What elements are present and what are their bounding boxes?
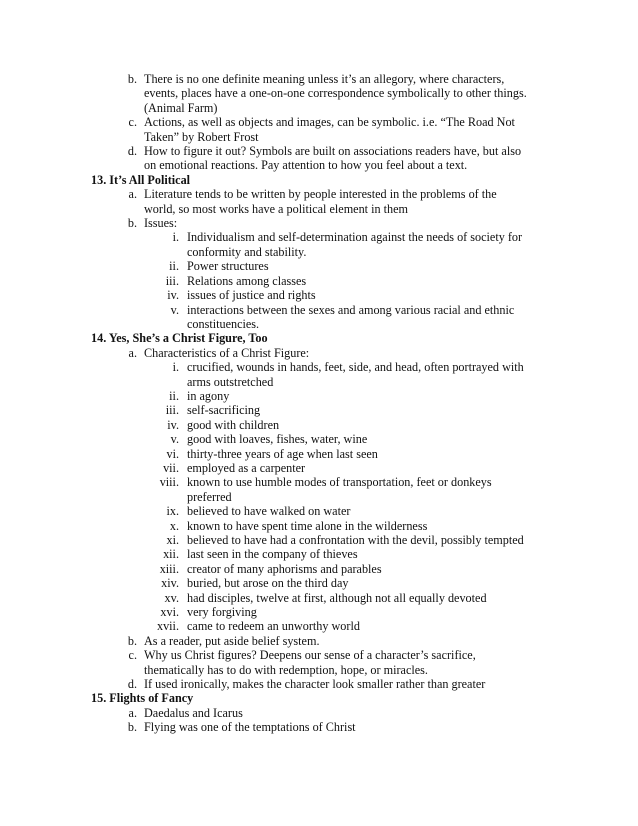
item-text-line: known to use humble modes of transportation, feet or donkeys — [187, 475, 492, 490]
list-item — [91, 115, 561, 144]
item-text-line: employed as a carpenter — [187, 460, 306, 475]
item-label: c. — [128, 648, 137, 663]
list-item — [91, 447, 561, 461]
item-text-line: Taken” by Robert Frost — [144, 129, 259, 144]
item-label: xvii. — [156, 619, 179, 634]
list-item — [91, 461, 561, 475]
item-label: xiv. — [161, 576, 179, 591]
item-text-line: constituencies. — [187, 316, 260, 331]
item-label: d. — [127, 677, 137, 692]
item-label: a. — [128, 187, 137, 202]
list-item — [91, 230, 561, 259]
item-text-line: (Animal Farm) — [144, 100, 218, 115]
list-item — [91, 187, 561, 216]
item-text-line: thirty-three years of age when last seen — [187, 446, 378, 461]
item-label: ii. — [169, 388, 179, 403]
item-text-line: interactions between the sexes and among various racial and ethnic — [187, 302, 515, 317]
item-text-line: world, so most works have a political element in them — [144, 201, 409, 216]
list-item — [91, 216, 561, 230]
list-item — [91, 288, 561, 302]
issues-list — [91, 230, 561, 331]
item-text-line: buried, but arose on the third day — [187, 576, 349, 591]
item-text-line: Issues: — [144, 216, 178, 231]
item-text-line: came to redeem an unworthy world — [187, 619, 360, 634]
flights-list — [91, 706, 561, 735]
list-item — [91, 677, 561, 691]
item-text-line: creator of many aphorisms and parables — [187, 561, 382, 576]
section-heading: 15. Flights of Fancy — [91, 691, 194, 706]
item-label: xv. — [164, 590, 179, 605]
item-text-line: Actions, as well as objects and images, can be symbolic. i.e. “The Road Not — [144, 115, 515, 130]
list-item — [91, 706, 561, 720]
list-item — [91, 72, 561, 115]
item-text-line: in agony — [187, 388, 230, 403]
item-label: iii. — [165, 403, 179, 418]
list-item — [91, 591, 561, 605]
item-text-line: crucified, wounds in hands, feet, side, and head, often portrayed with — [187, 360, 524, 375]
list-item — [91, 547, 561, 561]
item-label: xvi. — [160, 605, 179, 620]
item-text-line: had disciples, twelve at first, although not all equally devoted — [187, 590, 487, 605]
item-label: b. — [127, 216, 137, 231]
item-text-line: Daedalus and Icarus — [144, 705, 243, 720]
item-label: vii. — [163, 460, 179, 475]
item-label: iii. — [165, 273, 179, 288]
item-text-line: How to figure it out? Symbols are built on associations readers have, but also — [144, 144, 522, 159]
list-item — [91, 504, 561, 518]
item-label: iv. — [167, 417, 179, 432]
item-text-line: Individualism and self-determination against the needs of society for — [187, 230, 523, 245]
list-item — [91, 432, 561, 446]
list-item — [91, 418, 561, 432]
item-label: xi. — [166, 533, 179, 547]
item-label: b. — [127, 72, 137, 86]
item-text-line: Why us Christ figures? Deepens our sense of a character’s sacrifice, — [144, 648, 476, 663]
list-item — [91, 648, 561, 677]
item-label: iv. — [167, 288, 179, 303]
item-text-line: preferred — [187, 489, 232, 504]
item-text-line: known to have spent time alone in the wilderness — [187, 518, 428, 533]
item-label: x. — [169, 518, 179, 533]
list-item — [91, 346, 561, 360]
list-item — [91, 144, 561, 173]
item-label: a. — [128, 345, 137, 360]
list-item — [91, 605, 561, 619]
list-item — [91, 389, 561, 403]
item-label: d. — [127, 144, 137, 159]
item-text-line: good with children — [187, 417, 280, 432]
item-text-line: good with loaves, fishes, water, wine — [187, 432, 368, 447]
list-item — [91, 475, 561, 504]
outline-content — [91, 72, 561, 735]
section-heading: 14. Yes, She’s a Christ Figure, Too — [91, 331, 268, 346]
item-label: i. — [172, 230, 179, 245]
item-text-line: If used ironically, makes the character look smaller rather than greater — [144, 677, 486, 692]
item-text-line: As a reader, put aside belief system. — [144, 633, 320, 648]
item-text-line: self-sacrificing — [187, 403, 261, 418]
item-label: vi. — [166, 446, 179, 461]
list-item — [91, 259, 561, 273]
item-text-line: thematically has to do with redemption, hope, or miracles. — [144, 662, 428, 677]
item-label: b. — [127, 633, 137, 648]
item-text-line: last seen in the company of thieves — [187, 547, 358, 562]
list-item — [91, 720, 561, 734]
item-text-line: There is no one definite meaning unless it’s an allegory, where characters, — [144, 72, 505, 86]
item-label: xii. — [163, 547, 179, 562]
item-label: b. — [127, 720, 137, 735]
list-item — [91, 519, 561, 533]
item-label: ii. — [169, 259, 179, 274]
item-text-line: Relations among classes — [187, 273, 307, 288]
item-label: a. — [128, 705, 137, 720]
item-text-line: conformity and stability. — [187, 244, 307, 259]
traits-list — [91, 360, 561, 634]
item-text-line: Power structures — [187, 259, 269, 274]
section-heading: 13. It’s All Political — [91, 172, 191, 187]
item-text-line: believed to have walked on water — [187, 504, 351, 519]
item-text-line: believed to have had a confrontation with the devil, possibly tempted — [187, 533, 524, 547]
item-label: v. — [170, 302, 179, 317]
list-item — [91, 403, 561, 417]
item-text-line: Literature tends to be written by people interested in the problems of the — [144, 187, 497, 202]
item-label: i. — [172, 360, 179, 375]
list-item — [91, 562, 561, 576]
list-item — [91, 303, 561, 332]
list-item — [91, 619, 561, 633]
item-text-line: arms outstretched — [187, 374, 274, 389]
list-item — [91, 634, 561, 648]
list-item — [91, 533, 561, 547]
item-label: c. — [128, 115, 137, 130]
item-text-line: on emotional reactions. Pay attention to how you feel about a text. — [144, 158, 468, 173]
list-item — [91, 576, 561, 590]
item-label: xiii. — [159, 561, 179, 576]
item-label: ix. — [166, 504, 179, 519]
after-list — [91, 634, 561, 692]
item-label: viii. — [159, 475, 179, 490]
item-text-line: Characteristics of a Christ Figure: — [144, 345, 310, 360]
list-item — [91, 360, 561, 389]
item-text-line: very forgiving — [187, 605, 257, 620]
list-item — [91, 274, 561, 288]
item-text-line: issues of justice and rights — [187, 288, 316, 303]
item-text-line: Flying was one of the temptations of Christ — [144, 720, 356, 735]
item-text-line: events, places have a one-on-one correspondence symbolically to other things. — [144, 86, 527, 101]
item-label: v. — [170, 432, 179, 447]
